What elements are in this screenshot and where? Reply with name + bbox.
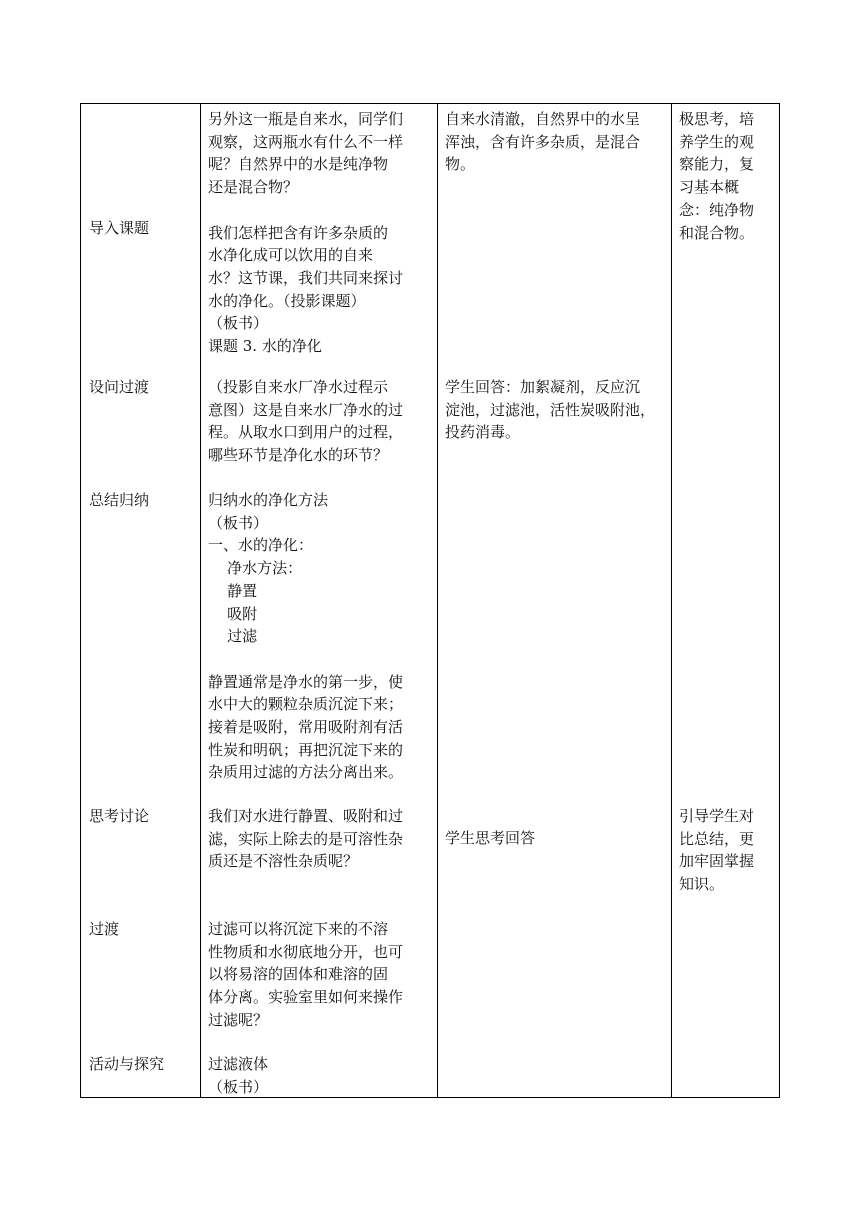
text-line: 水中大的颗粒杂质沉淀下来； xyxy=(208,695,404,714)
column-divider xyxy=(200,104,201,1097)
text-line: 和混合物。 xyxy=(679,223,755,242)
text-line: 一、水的净化： xyxy=(208,536,314,555)
text-line: 呢？自然界中的水是纯净物 xyxy=(208,155,389,174)
column-divider xyxy=(671,104,672,1097)
text-line: 投药消毒。 xyxy=(445,423,521,442)
teacher-text-transition xyxy=(208,918,403,1032)
text-line: 学生回答：加絮凝剂，反应沉 xyxy=(445,378,641,396)
text-line: 我们对水进行静置、吸附和过 xyxy=(208,807,404,825)
text-line: （板书） xyxy=(208,1077,269,1096)
text-line: 养学生的观 xyxy=(679,132,755,151)
text-line xyxy=(208,648,403,671)
text-line: 过滤可以将沉淀下来的不溶 xyxy=(208,920,389,938)
intent-text-discussion xyxy=(679,805,754,896)
teacher-text-discussion xyxy=(208,805,403,873)
lesson-plan-table xyxy=(80,103,780,1098)
student-text-intro xyxy=(445,108,640,176)
stage-label-discussion: 思考讨论 xyxy=(89,807,150,825)
teacher-text-activity xyxy=(208,1053,268,1098)
text-line: 习基本概 xyxy=(679,178,740,197)
text-line: 知识。 xyxy=(679,875,725,894)
text-line: 水净化成可以饮用的自来 xyxy=(208,246,374,265)
text-line: 物。 xyxy=(445,155,476,174)
column-divider xyxy=(437,104,438,1097)
teacher-text-intro xyxy=(208,108,403,358)
text-line xyxy=(208,199,403,222)
text-line: 过滤 xyxy=(208,627,258,646)
text-line: 归纳水的净化方法 xyxy=(208,491,329,509)
text-line: 自来水清澈，自然界中的水呈 xyxy=(445,110,641,128)
text-line: 性炭和明矾；再把沉淀下来的 xyxy=(208,740,404,759)
text-line: 程。从取水口到用户的过程， xyxy=(208,423,404,442)
text-line: 另外这一瓶是自来水，同学们 xyxy=(208,110,404,128)
text-line: 学生思考回答 xyxy=(445,829,536,847)
text-line: 质还是不溶性杂质呢？ xyxy=(208,852,359,871)
text-line: 杂质用过滤的方法分离出来。 xyxy=(208,763,404,782)
text-line: （投影自来水厂净水过程示 xyxy=(208,378,389,396)
text-line: 比总结，更 xyxy=(679,829,755,848)
text-line: 净水方法： xyxy=(208,559,303,578)
text-line: 加牢固掌握 xyxy=(679,852,755,871)
text-line: 还是混合物？ xyxy=(208,178,299,197)
text-line: 浑浊，含有许多杂质，是混合 xyxy=(445,132,641,151)
text-line: （板书） xyxy=(208,513,269,532)
text-line: 过滤液体 xyxy=(208,1055,269,1073)
text-line: 以将易溶的固体和难溶的固 xyxy=(208,965,389,984)
intent-text-intro xyxy=(679,108,754,244)
text-line: 淀池，过滤池，活性炭吸附池， xyxy=(445,400,656,419)
text-line: 静置通常是净水的第一步，使 xyxy=(208,672,404,691)
text-line: 我们怎样把含有许多杂质的 xyxy=(208,223,389,242)
text-line: 接着是吸附，常用吸附剂有活 xyxy=(208,718,404,737)
text-line: 课题 3. 水的净化 xyxy=(208,337,322,356)
stage-label-transition-question: 设问过渡 xyxy=(89,378,150,396)
stage-label-transition: 过渡 xyxy=(89,920,120,938)
text-line: 滤，实际上除去的是可溶性杂 xyxy=(208,829,404,848)
text-line: 哪些环节是净化水的环节？ xyxy=(208,446,389,465)
text-line: 观察，这两瓶水有什么不一样 xyxy=(208,132,404,151)
stage-label-activity: 活动与探究 xyxy=(89,1055,165,1073)
student-text-transition-question xyxy=(445,376,655,444)
text-line: 性物质和水彻底地分开，也可 xyxy=(208,942,404,961)
student-text-discussion xyxy=(445,827,535,850)
text-line: 引导学生对 xyxy=(679,807,755,825)
text-line: 水？这节课，我们共同来探讨 xyxy=(208,268,404,287)
text-line: 意图）这是自来水厂净水的过 xyxy=(208,400,404,419)
stage-label-summary: 总结归纳 xyxy=(89,491,150,509)
text-line: 念：纯净物 xyxy=(679,200,755,219)
text-line: 体分离。实验室里如何来操作 xyxy=(208,988,404,1007)
teacher-text-summary xyxy=(208,489,403,784)
stage-label-intro: 导入课题 xyxy=(89,219,150,237)
text-line: 过滤呢？ xyxy=(208,1010,269,1029)
text-line: 水的净化。（投影课题） xyxy=(208,291,366,310)
text-line: 吸附 xyxy=(208,604,258,623)
text-line: （板书） xyxy=(208,314,269,333)
text-line: 极思考，培 xyxy=(679,110,755,128)
text-line: 静置 xyxy=(208,581,258,600)
teacher-text-transition-question xyxy=(208,376,403,467)
text-line: 察能力，复 xyxy=(679,155,755,174)
